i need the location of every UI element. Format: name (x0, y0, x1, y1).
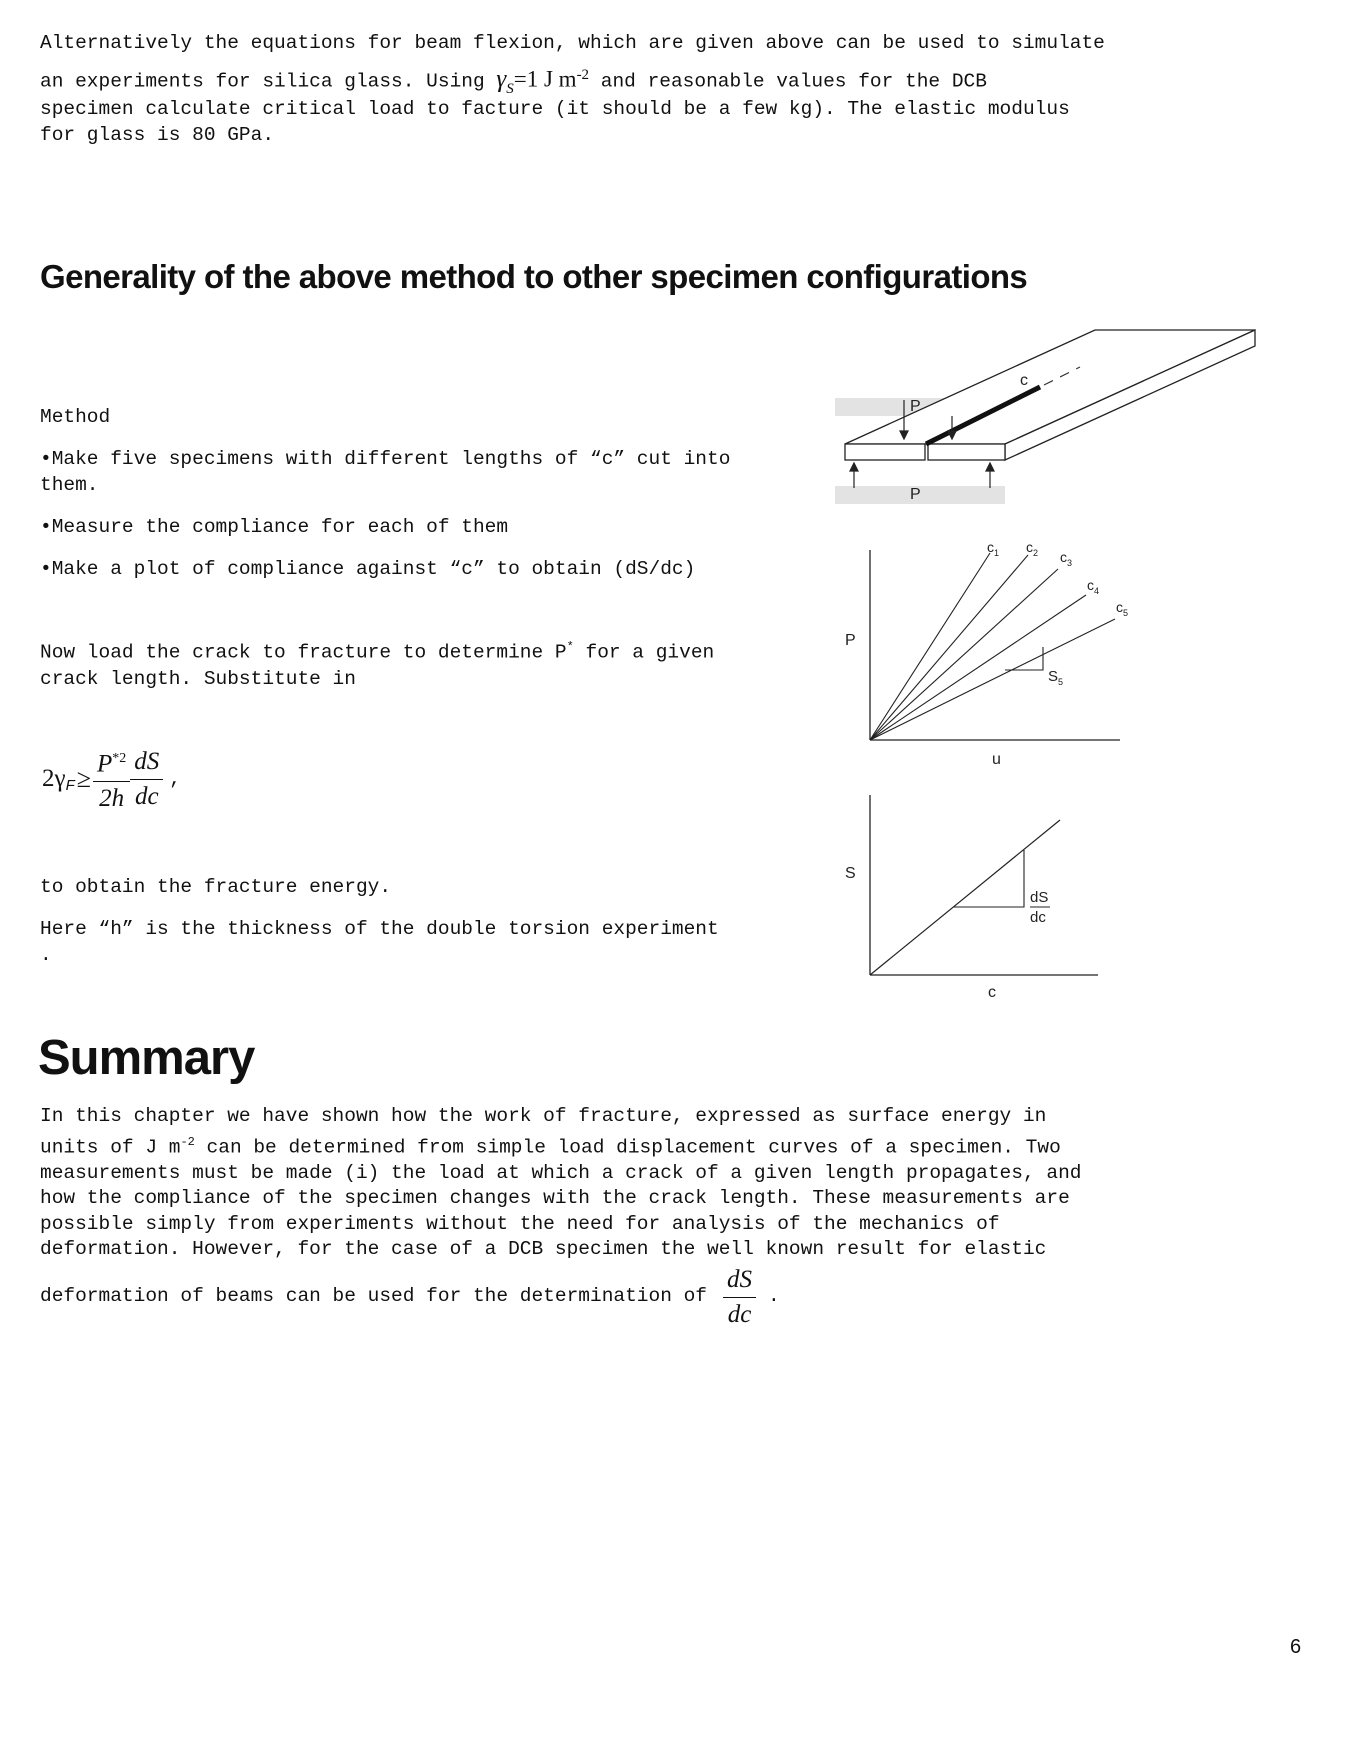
summary-period: . (768, 1285, 780, 1308)
summary-paragraph (40, 1104, 1081, 1330)
load-displacement-figure (830, 535, 1160, 770)
intro-text: and reasonable values for the DCB (600, 70, 987, 93)
slope-label-s5: $S_5$ (1048, 668, 1064, 687)
load-text: Now load the crack to fracture to determine P (40, 641, 567, 664)
formula-denominator: 2h (99, 785, 125, 813)
method-after (40, 874, 760, 968)
curve-label-c3: $c_3$ (1060, 549, 1073, 568)
curve-label-c1: $c_1$ (987, 539, 1000, 558)
intro-line: specimen calculate critical load to facture (it should be a few kg). The elastic modulus (40, 97, 1070, 120)
intro-line: for glass is 80 GPa. (40, 123, 275, 146)
formula-lhs: 2γ (42, 765, 66, 793)
slope-denominator: dc (1030, 909, 1046, 926)
summary-text: deformation of beams can be used for the determination of (40, 1285, 708, 1308)
method-after-text: Here “h” is the thickness of the double torsion experiment . (40, 918, 719, 966)
c-axis-label: c (988, 984, 996, 1000)
formula-lhs-subscript: F (65, 776, 75, 794)
summary-heading: Summary (38, 1031, 255, 1085)
slope-numerator: dS (1030, 889, 1049, 906)
compliance-crack-figure (830, 790, 1110, 1000)
gamma-subscript: S (506, 80, 514, 97)
section-heading: Generality of the above method to other specimen configurations (40, 258, 1028, 295)
fracture-energy-formula (42, 744, 181, 814)
slope-triangle (1005, 647, 1043, 670)
summary-line: possible simply from experiments without the need for analysis of the mechanics of (40, 1212, 1000, 1235)
page-number: 6 (1290, 1636, 1302, 1658)
curve-label-c2: $c_2$ (1026, 539, 1039, 558)
curve-label-c4: $c_4$ (1087, 577, 1100, 596)
method-bullet: •Make five specimens with different lengths of “c” cut into them. (40, 448, 731, 496)
plate-front-left (845, 444, 925, 460)
compliance-lines (870, 553, 1115, 740)
load-text: for a given crack length. Substitute in (40, 641, 715, 690)
formula-numerator: dS (130, 747, 163, 780)
formula-fraction-2 (130, 747, 163, 812)
summary-line (40, 1130, 1081, 1161)
specimen-figure (830, 320, 1260, 520)
summary-line: In this chapter we have shown how the work of fracture, expressed as surface energy in (40, 1105, 1047, 1127)
summary-line: deformation. However, for the case of a DCB specimen the well known result for elastic (40, 1238, 1047, 1260)
method-load-text (40, 634, 760, 692)
formula-fraction-1 (93, 744, 130, 814)
intro-paragraph (40, 30, 1105, 148)
label-p-top: P (910, 398, 921, 415)
p-axis-label: P (845, 632, 856, 649)
summary-fraction (723, 1265, 756, 1330)
summary-text: can be determined from simple load displacement curves of a specimen. Two (194, 1136, 1061, 1158)
method-title: Method (40, 406, 111, 428)
equation-exponent: -2 (576, 67, 590, 83)
summary-fraction-num: dS (723, 1265, 756, 1298)
intro-line (40, 62, 1105, 96)
method-block (40, 404, 800, 692)
summary-exponent: -2 (180, 1134, 195, 1149)
method-bullet: •Measure the compliance for each of them (40, 516, 509, 538)
curve-label-c5: $c_5$ (1116, 599, 1129, 618)
summary-line (40, 1265, 1081, 1330)
summary-text: units of J m (40, 1136, 181, 1158)
u-axis-label: u (992, 751, 1001, 768)
summary-fraction-den: dc (727, 1300, 752, 1328)
summary-line: how the compliance of the specimen changes with the crack length. These measurements are (40, 1187, 1070, 1209)
plate-front-right (928, 444, 1005, 460)
summary-line: measurements must be made (i) the load at which a crack of a given length propagates, and (40, 1161, 1082, 1184)
formula-numerator-sup: *2 (112, 751, 127, 766)
gamma-symbol: γ (496, 65, 507, 93)
formula-comma: , (169, 768, 181, 791)
formula-numerator: P (97, 750, 113, 778)
equation-value: =1 J m (513, 66, 577, 92)
label-p-bottom: P (910, 486, 921, 503)
intro-line: Alternatively the equations for beam flexion, which are given above can be used to simulate (40, 32, 1105, 54)
intro-text: an experiments for silica glass. Using (40, 70, 485, 93)
method-after-text: to obtain the fracture energy. (40, 876, 392, 898)
formula-geq: ≥ (76, 764, 92, 794)
star-superscript: * (566, 640, 574, 654)
s-axis-label: S (845, 865, 856, 882)
method-bullet: •Make a plot of compliance against “c” to obtain (dS/dc) (40, 558, 696, 580)
label-c: c (1020, 372, 1028, 389)
formula-denominator: dc (134, 782, 159, 810)
